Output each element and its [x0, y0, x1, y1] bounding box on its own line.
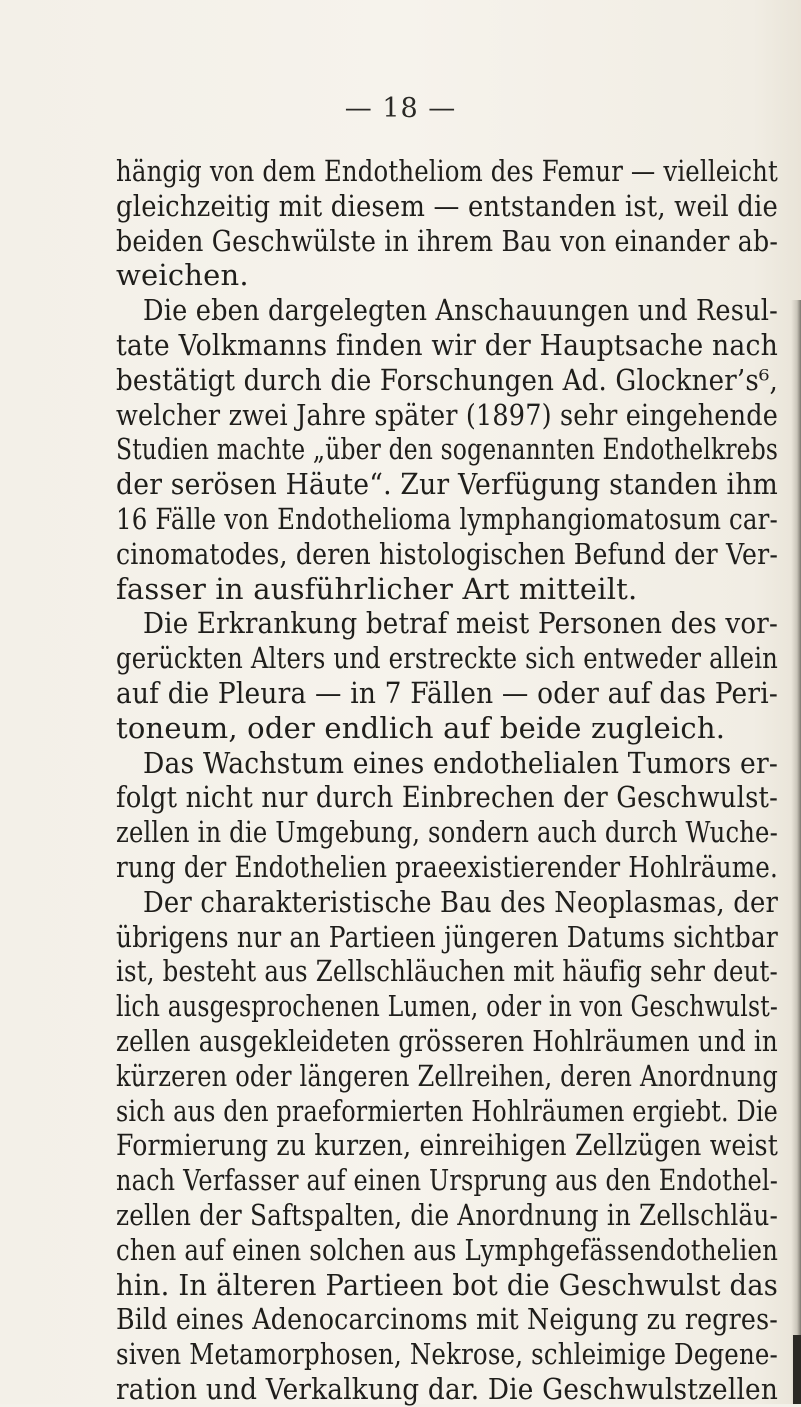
text-line: der serösen Häute“. Zur Verfügung standen ihm — [116, 467, 779, 501]
text-line: hin. In älteren Partieen bot die Geschwulst das — [116, 1268, 779, 1302]
text-line: tate Volkmanns finden wir der Hauptsache nach — [116, 328, 778, 362]
text-line: cinomatodes, deren histologischen Befund der Ver- — [116, 537, 779, 571]
text-line: übrigens nur an Partieen jüngeren Datums sichtbar — [116, 920, 778, 954]
text-line: folgt nicht nur durch Einbrechen der Geschwulst- — [116, 780, 779, 814]
paragraph-start-line: Die eben dargelegten Anschauungen und Resul- — [143, 293, 778, 327]
paragraph-start-line: Das Wachstum eines endothelialen Tumors er- — [143, 746, 779, 780]
text-line: rung der Endothelien praeexistierender Hohlräume. — [116, 850, 778, 884]
page-edge-mark — [793, 1335, 801, 1404]
text-line: nach Verfasser auf einen Ursprung aus den Endothel- — [116, 1163, 779, 1197]
text-line: chen auf einen solchen aus Lymphgefässendothelien — [116, 1233, 779, 1267]
text-line: Bild eines Adenocarcinoms mit Neigung zu regres- — [116, 1302, 778, 1336]
text-line: ist, besteht aus Zellschläuchen mit häufig sehr deut- — [116, 954, 778, 988]
text-line: sich aus den praeformierten Hohlräumen ergiebt. Die — [116, 1094, 778, 1128]
paragraph-start-line: Der charakteristische Bau des Neoplasmas, der — [143, 885, 779, 919]
text-line: lich ausgesprochenen Lumen, oder in von Geschwulst- — [116, 989, 779, 1023]
text-line: zellen der Saftspalten, die Anordnung in Zellschläu- — [116, 1198, 778, 1232]
text-line: Studien machte „über den sogenannten Endothelkrebs — [116, 432, 779, 466]
text-line: beiden Geschwülste in ihrem Bau von einander ab- — [116, 224, 779, 258]
text-line: fasser in ausführlicher Art mitteilt. — [116, 572, 638, 606]
page-edge-shadow — [791, 300, 801, 1404]
text-line: hängig von dem Endotheliom des Femur — vielleicht — [116, 154, 778, 188]
text-line: kürzeren oder längeren Zellreihen, deren Anordnung — [116, 1059, 779, 1093]
text-line: zellen in die Umgebung, sondern auch durch Wuche- — [116, 815, 778, 849]
text-line: bestätigt durch die Forschungen Ad. Glockner’s⁶, — [116, 363, 779, 397]
text-line: gleichzeitig mit diesem — entstanden ist, weil die — [116, 189, 778, 223]
page-number: — 18 — — [344, 93, 457, 124]
text-line: zellen ausgekleideten grösseren Hohlräumen und in — [116, 1024, 778, 1058]
text-line: gerückten Alters und erstreckte sich entweder allein — [116, 641, 778, 675]
text-line: toneum, oder endlich auf beide zugleich. — [116, 711, 726, 745]
text-line: siven Metamorphosen, Nekrose, schleimige Degene- — [116, 1337, 778, 1371]
text-line: weichen. — [116, 258, 249, 292]
text-line: auf die Pleura — in 7 Fällen — oder auf das Peri- — [116, 676, 779, 710]
text-line: ration und Verkalkung dar. Die Geschwulstzellen — [116, 1372, 779, 1406]
text-line: welcher zwei Jahre später (1897) sehr eingehende — [116, 398, 779, 432]
text-line: Formierung zu kurzen, einreihigen Zellzügen weist — [116, 1128, 779, 1162]
text-line: 16 Fälle von Endothelioma lymphangiomatosum car- — [116, 502, 778, 536]
paragraph-start-line: Die Erkrankung betraf meist Personen des vor- — [143, 606, 778, 640]
